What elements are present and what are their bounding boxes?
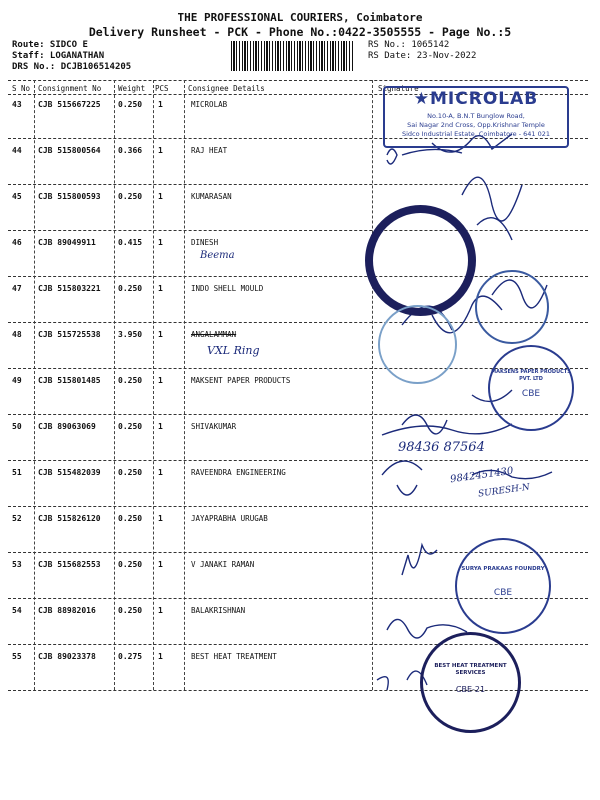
- faded-stamp: [378, 305, 457, 384]
- row-consignment-no: CJB 515482039: [38, 468, 101, 477]
- row-consignment-no: CJB 515800593: [38, 192, 101, 201]
- row-consignment-no: CJB 515826120: [38, 514, 101, 523]
- col-header-signature: Signature: [378, 84, 419, 93]
- best-heat-stamp-city: CBE-21: [455, 685, 486, 694]
- surya-prakaas-stamp: [455, 538, 551, 634]
- best-heat-stamp: [420, 632, 521, 733]
- row-sno: 46: [12, 238, 22, 247]
- rs-number: RS No.: 1065142: [368, 40, 450, 50]
- row-pcs: 1: [158, 238, 163, 247]
- row-weight: 0.415: [118, 238, 143, 247]
- barcode: [231, 41, 353, 71]
- row-consignment-no: CJB 515801485: [38, 376, 101, 385]
- row-sno: 51: [12, 468, 22, 477]
- row-consignment-no: CJB 515725538: [38, 330, 101, 339]
- row-weight: 0.250: [118, 192, 143, 201]
- row-sno: 53: [12, 560, 22, 569]
- row-pcs: 1: [158, 284, 163, 293]
- row-consignee: RAVEENDRA ENGINEERING: [191, 468, 286, 477]
- row-weight: 0.250: [118, 422, 143, 431]
- row-weight: 0.250: [118, 560, 143, 569]
- runsheet-subtitle: Delivery Runsheet - PCK - Phone No.:0422-3505555 - Page No.:5: [88, 25, 512, 39]
- microlab-stamp-addr2: Sai Nagar 2nd Cross, Opp.Krishnar Temple: [407, 121, 545, 129]
- row-sno: 49: [12, 376, 22, 385]
- col-header-consignment: Consignment No: [38, 84, 102, 93]
- microlab-stamp: [383, 86, 569, 148]
- handwritten-note-row48: VXL Ring: [207, 344, 260, 357]
- row-weight: 0.250: [118, 514, 143, 523]
- row-pcs: 1: [158, 192, 163, 201]
- row-weight: 0.275: [118, 652, 143, 661]
- row-sno: 48: [12, 330, 22, 339]
- row-consignee: SHIVAKUMAR: [191, 422, 237, 431]
- row-consignment-no: CJB 515803221: [38, 284, 101, 293]
- row-consignee: DINESH: [191, 238, 219, 247]
- row-weight: 0.250: [118, 468, 143, 477]
- row-consignee: JAYAPRABHA URUGAB: [191, 514, 268, 523]
- maksens-stamp: [488, 345, 574, 431]
- route-label: Route: SIDCO E: [12, 40, 88, 50]
- microlab-stamp-addr1: No.10-A, B.N.T Bunglow Road,: [427, 112, 525, 120]
- row-consignment-no: CJB 89063069: [38, 422, 96, 431]
- table-top-rule: [8, 80, 588, 81]
- company-title: THE PROFESSIONAL COURIERS, Coimbatore: [177, 11, 423, 24]
- drs-number: DRS No.: DCJB106514205: [12, 62, 132, 72]
- row-consignment-no: CJB 515800564: [38, 146, 101, 155]
- row-sno: 50: [12, 422, 22, 431]
- surya-stamp-text: SURYA PRAKAAS FOUNDRY: [461, 566, 545, 572]
- row-pcs: 1: [158, 560, 163, 569]
- row-consignee: KUMARASAN: [191, 192, 232, 201]
- row-weight: 0.250: [118, 284, 143, 293]
- row-consignee: ANGALAMMAN: [191, 330, 237, 339]
- maksens-stamp-text: MAKSENS PAPER PRODUCTS PVT. LTD: [491, 369, 571, 382]
- row-pcs: 1: [158, 146, 163, 155]
- row-pcs: 1: [158, 376, 163, 385]
- row-pcs: 1: [158, 422, 163, 431]
- row-consignee: RAJ HEAT: [191, 146, 228, 155]
- row-consignment-no: CJB 88982016: [38, 606, 96, 615]
- row-consignment-no: CJB 89023378: [38, 652, 96, 661]
- microlab-stamp-addr3: Sidco Industrial Estate, Coimbatore - 641 021: [401, 130, 551, 138]
- row-weight: 0.250: [118, 100, 143, 109]
- row-sno: 55: [12, 652, 22, 661]
- row-pcs: 1: [158, 468, 163, 477]
- row-consignee: V JANAKI RAMAN: [191, 560, 255, 569]
- col-header-weight: Weight: [118, 84, 146, 93]
- handwritten-note-row46: Beema: [200, 250, 235, 261]
- row-weight: 3.950: [118, 330, 143, 339]
- handwritten-phone-row50: 98436 87564: [398, 440, 485, 455]
- industrial-estate-stamp: [475, 270, 549, 344]
- col-header-sno: S No: [12, 84, 31, 93]
- row-sno: 54: [12, 606, 22, 615]
- row-sno: 45: [12, 192, 22, 201]
- surya-stamp-city: CBE: [493, 588, 513, 598]
- row-pcs: 1: [158, 606, 163, 615]
- row-consignee: BEST HEAT TREATMENT: [191, 652, 277, 661]
- handwritten-phone-row51: 9842451430: [449, 465, 515, 486]
- row-weight: 0.366: [118, 146, 143, 155]
- row-consignee: INDO SHELL MOULD: [191, 284, 264, 293]
- row-consignment-no: CJB 89049911: [38, 238, 96, 247]
- row-weight: 0.250: [118, 376, 143, 385]
- rs-date: RS Date: 23-Nov-2022: [368, 51, 477, 61]
- row-pcs: 1: [158, 514, 163, 523]
- col-header-pcs: PCS: [155, 84, 169, 93]
- star-icon: ★: [413, 89, 431, 109]
- staff-label: Staff: LOGANATHAN: [12, 51, 105, 61]
- row-sno: 44: [12, 146, 22, 155]
- raj-heat-stamp: [365, 205, 476, 316]
- handwritten-name-row51: SURESH-N: [477, 482, 531, 500]
- row-consignment-no: CJB 515682553: [38, 560, 101, 569]
- row-consignee: MAKSENT PAPER PRODUCTS: [191, 376, 291, 385]
- row-pcs: 1: [158, 652, 163, 661]
- col-header-consignee: Consignee Details: [188, 84, 265, 93]
- row-sno: 43: [12, 100, 22, 109]
- best-heat-stamp-text: BEST HEAT TREATMENT SERVICES: [434, 663, 507, 676]
- row-consignee: BALAKRISHNAN: [191, 606, 246, 615]
- row-sno: 52: [12, 514, 22, 523]
- row-weight: 0.250: [118, 606, 143, 615]
- microlab-stamp-name: MICROLAB: [430, 89, 539, 109]
- row-consignee: MICROLAB: [191, 100, 228, 109]
- row-pcs: 1: [158, 100, 163, 109]
- maksens-stamp-city: CBE: [521, 389, 541, 399]
- row-consignment-no: CJB 515667225: [38, 100, 101, 109]
- row-sno: 47: [12, 284, 22, 293]
- row-pcs: 1: [158, 330, 163, 339]
